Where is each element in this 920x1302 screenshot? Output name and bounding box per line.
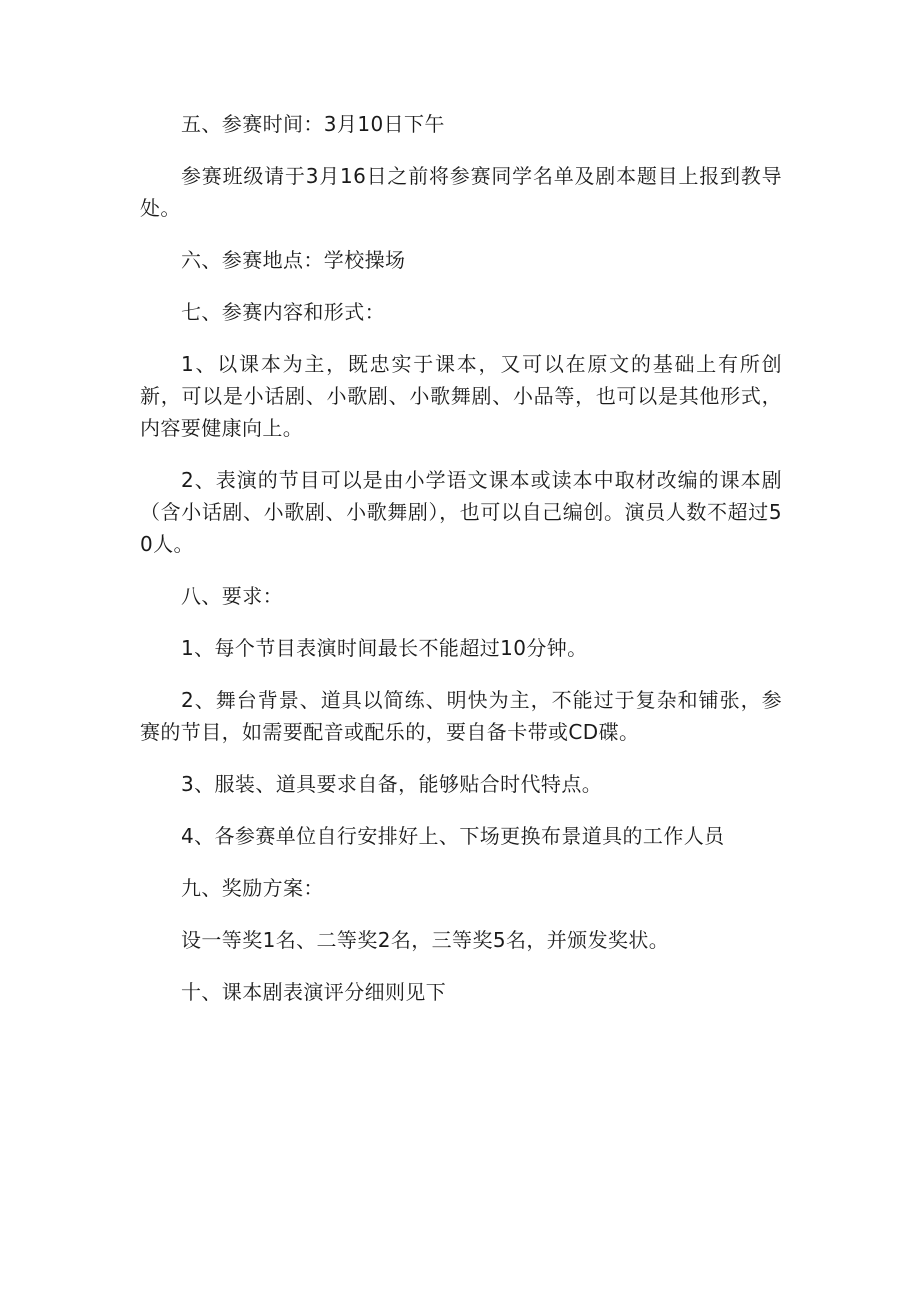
- section-heading-time: 五、参赛时间：3月10日下午: [181, 112, 445, 136]
- section-heading-location: 六、参赛地点：学校操场: [181, 248, 406, 272]
- list-item-requirement-1: 1、每个节目表演时间最长不能超过10分钟。: [181, 636, 588, 660]
- document-body: [140, 108, 782, 1028]
- section-heading-content-form: 七、参赛内容和形式：: [181, 300, 385, 324]
- list-item-requirement-2: 2、舞台背景、道具以简练、明快为主，不能过于复杂和铺张，参赛的节目，如需要配音或配乐的，要自备卡带或CD碟。: [140, 688, 782, 744]
- list-item-requirement-3: 3、服装、道具要求自备，能够贴合时代特点。: [181, 772, 603, 796]
- paragraph-awards: 设一等奖1名、二等奖2名，三等奖5名，并颁发奖状。: [181, 928, 670, 952]
- list-item-content-2: 2、表演的节目可以是由小学语文课本或读本中取材改编的课本剧（含小话剧、小歌剧、小歌舞剧），也可以自己编创。演员人数不超过50人。: [140, 468, 782, 556]
- list-item-requirement-4: 4、各参赛单位自行安排好上、下场更换布景道具的工作人员: [181, 824, 725, 848]
- paragraph-registration: 参赛班级请于3月16日之前将参赛同学名单及剧本题目上报到教导处。: [140, 164, 782, 220]
- list-item-content-1: 1、以课本为主，既忠实于课本，又可以在原文的基础上有所创新，可以是小话剧、小歌剧、小歌舞剧、小品等，也可以是其他形式，内容要健康向上。: [140, 352, 782, 440]
- section-heading-awards: 九、奖励方案：: [181, 876, 324, 900]
- section-heading-scoring: 十、课本剧表演评分细则见下: [181, 980, 447, 1004]
- section-heading-requirements: 八、要求：: [181, 584, 283, 608]
